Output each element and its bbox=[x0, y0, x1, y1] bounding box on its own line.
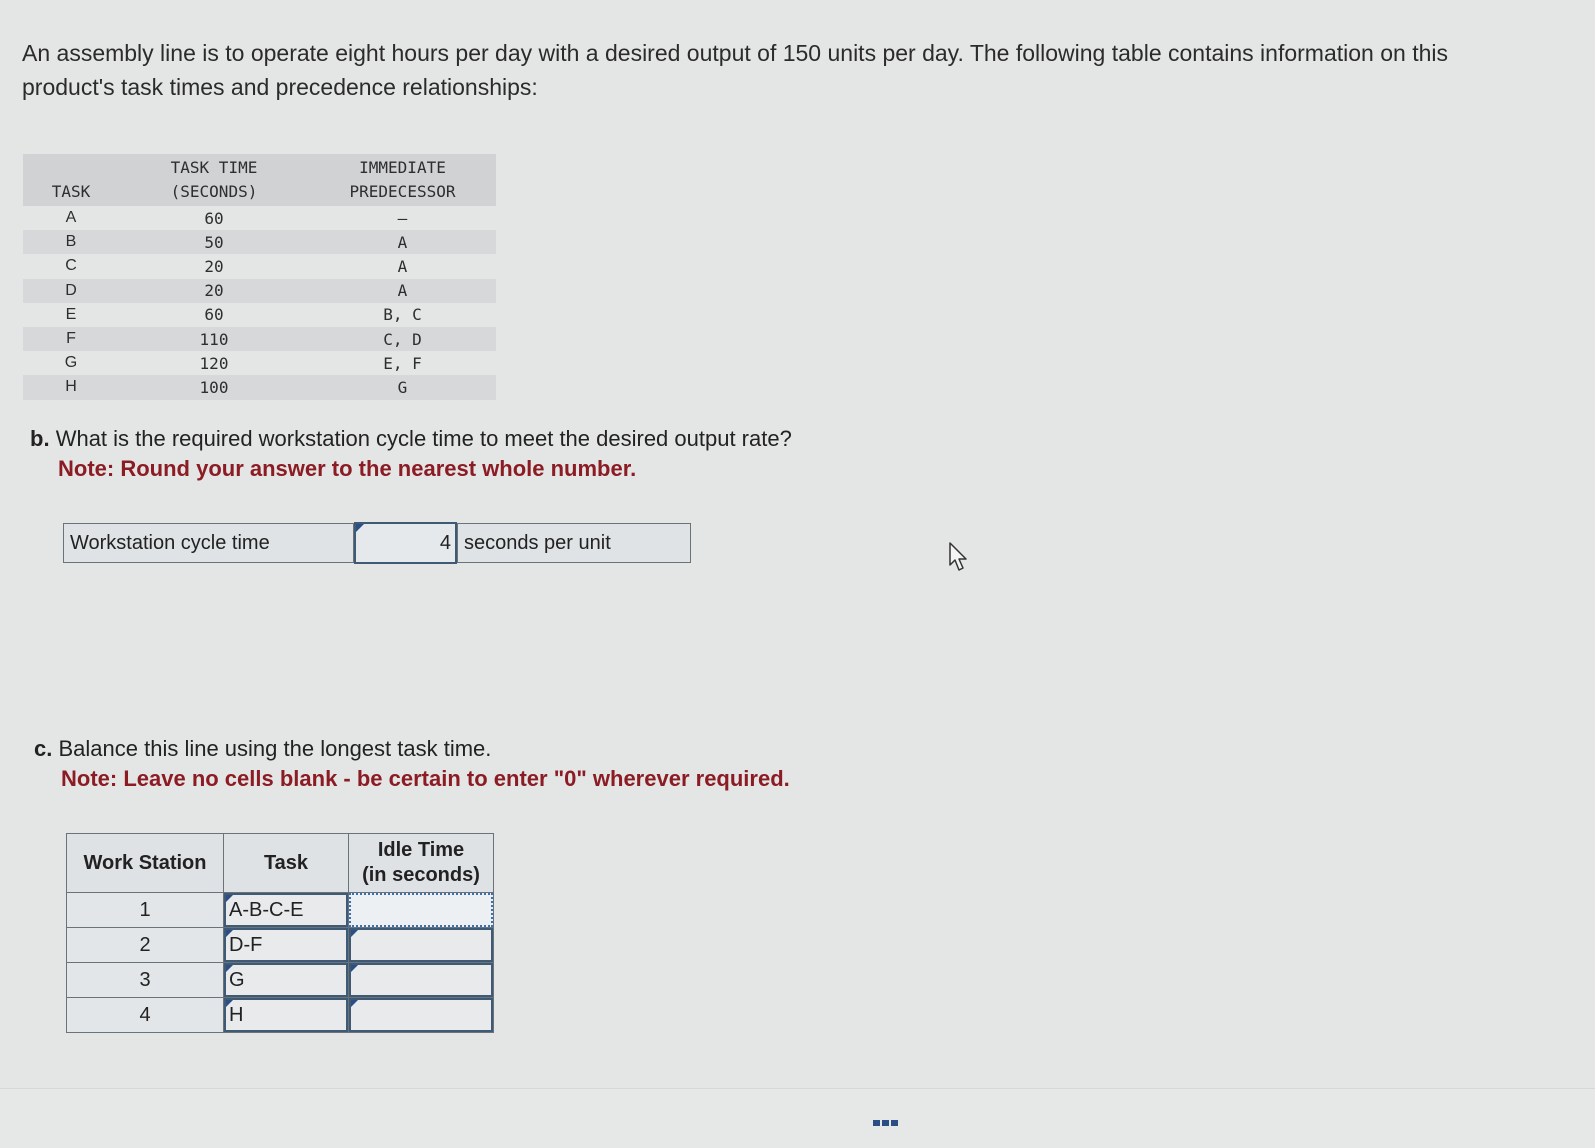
station-number: 4 bbox=[67, 998, 224, 1033]
table-row bbox=[67, 963, 494, 998]
header-predecessor: IMMEDIATE PREDECESSOR bbox=[309, 154, 496, 206]
task-data-table bbox=[23, 154, 496, 400]
mouse-pointer-icon bbox=[948, 541, 970, 578]
station-number: 1 bbox=[67, 893, 224, 928]
task-input[interactable]: H bbox=[224, 998, 348, 1032]
station-number: 2 bbox=[67, 928, 224, 963]
table-row: H 100 G bbox=[23, 375, 496, 399]
idle-time-input[interactable] bbox=[349, 893, 493, 927]
table-row bbox=[67, 928, 494, 963]
table-row bbox=[67, 893, 494, 928]
station-number: 3 bbox=[67, 963, 224, 998]
table-row: D 20 A bbox=[23, 279, 496, 303]
table-row: A 60 — bbox=[65, 208, 408, 228]
table-row: G 120 E, F bbox=[64, 353, 422, 373]
question-c-note: Note: Leave no cells blank - be certain to enter "0" wherever required. bbox=[61, 766, 790, 791]
idle-time-input[interactable] bbox=[349, 928, 493, 962]
cycle-time-unit: seconds per unit bbox=[457, 524, 690, 562]
cycle-time-input[interactable]: 4 bbox=[354, 522, 457, 564]
header-work-station: Work Station bbox=[67, 834, 224, 893]
header-task-time: TASK TIME (SECONDS) bbox=[119, 154, 309, 206]
cycle-time-label: Workstation cycle time bbox=[64, 524, 354, 562]
table-row: E 60 B, C bbox=[65, 305, 422, 325]
task-input[interactable]: D-F bbox=[224, 928, 348, 962]
task-input[interactable]: A-B-C-E bbox=[224, 893, 348, 927]
header-task: Task bbox=[224, 834, 349, 893]
table-row: F 110 C, D bbox=[23, 327, 496, 351]
question-c: c. Balance this line using the longest task time. Note: Leave no cells blank - be certain to enter "0" wherever required. bbox=[34, 734, 790, 794]
bottom-navigation-bar bbox=[0, 1088, 1595, 1148]
table-row: B 50 A bbox=[23, 230, 496, 254]
cycle-time-row bbox=[63, 523, 691, 563]
question-b: b. What is the required workstation cycle time to meet the desired output rate? Note: Round your answer to the nearest whole number. bbox=[30, 424, 792, 484]
header-task: TASK bbox=[23, 154, 119, 206]
question-b-note: Note: Round your answer to the nearest whole number. bbox=[58, 456, 637, 481]
task-input[interactable]: G bbox=[224, 963, 348, 997]
line-balance-table bbox=[66, 833, 494, 1033]
idle-time-input[interactable] bbox=[349, 998, 493, 1032]
idle-time-input[interactable] bbox=[349, 963, 493, 997]
table-row: C 20 A bbox=[65, 256, 408, 276]
grid-menu-icon[interactable] bbox=[873, 1120, 898, 1126]
table-row bbox=[67, 998, 494, 1033]
header-idle-time: Idle Time (in seconds) bbox=[349, 834, 494, 893]
problem-intro: An assembly line is to operate eight hours per day with a desired output of 150 units per day. The following table contains information on this product's task times and precedence relationships: bbox=[22, 40, 1448, 100]
